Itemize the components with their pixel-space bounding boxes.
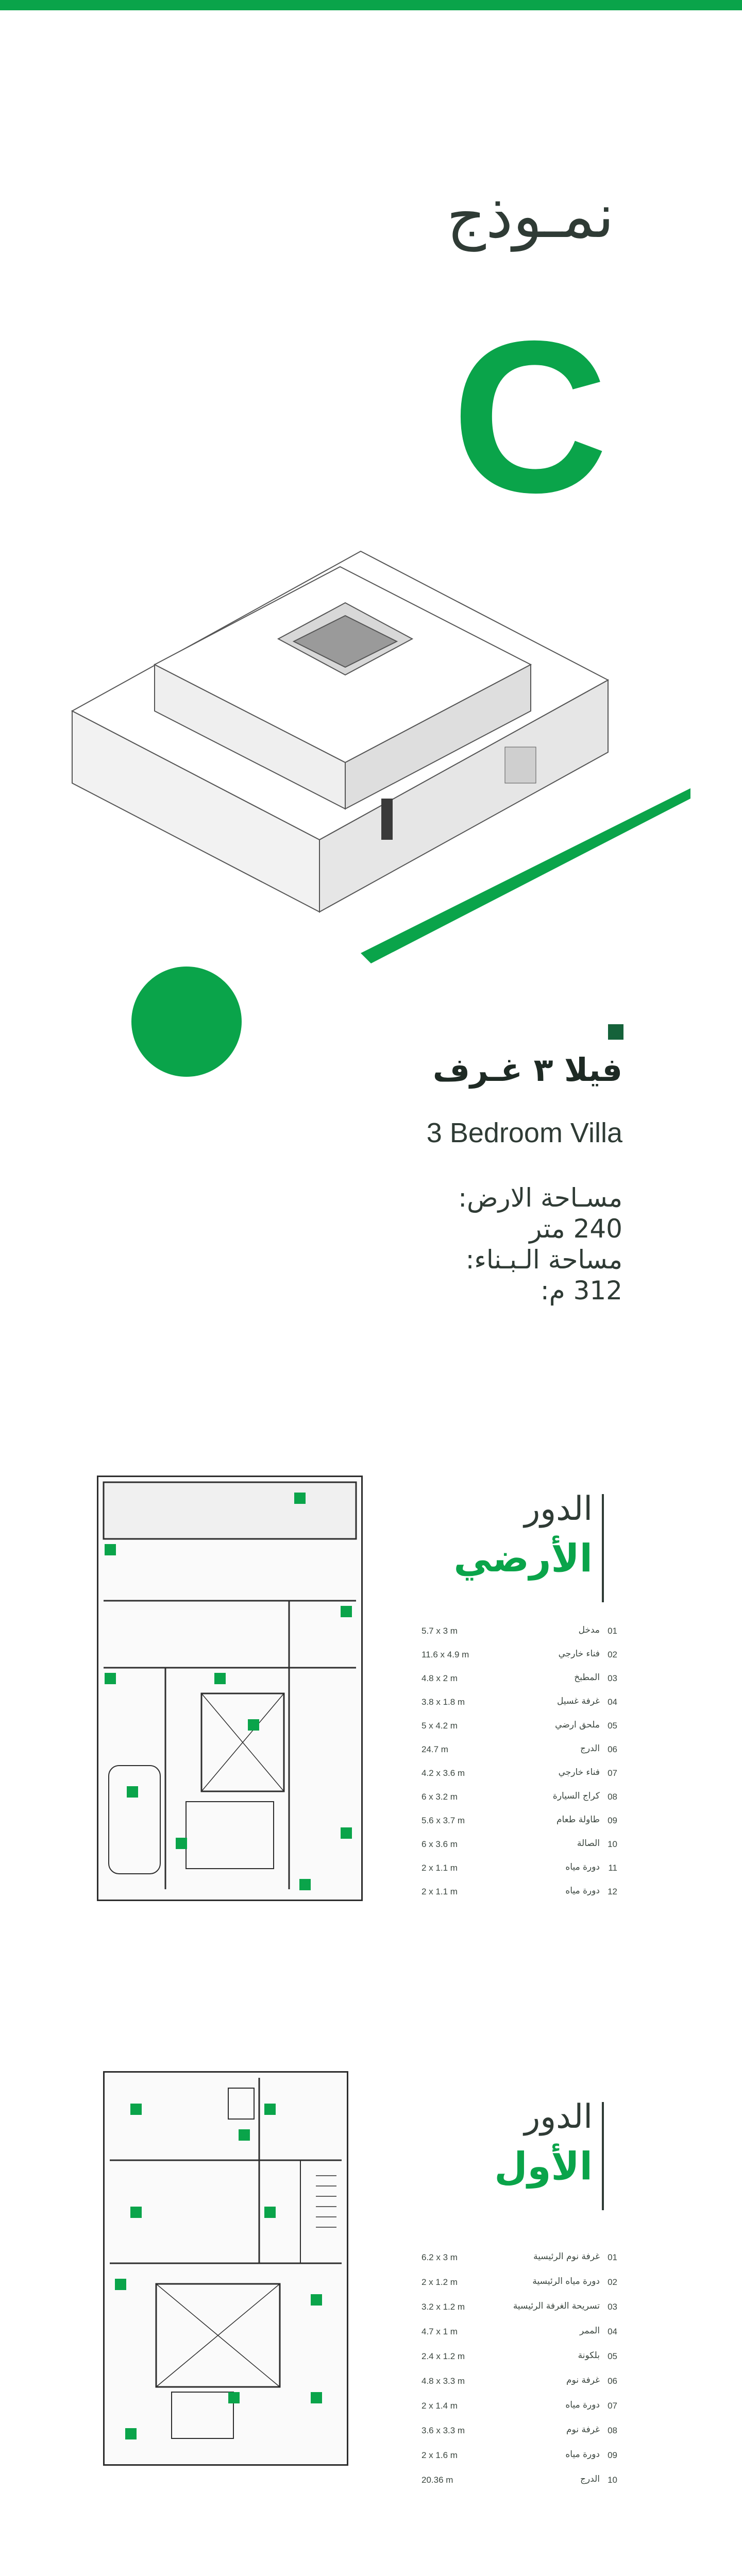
room-row bbox=[421, 2398, 617, 2416]
room-dimension: 4.8 x 3.3 m bbox=[421, 2376, 465, 2386]
first-floor-title-small: الدور bbox=[524, 2098, 593, 2136]
room-number: 05 bbox=[608, 1721, 617, 1731]
room-name: غرفة غسيل bbox=[557, 1696, 600, 1706]
room-number: 05 bbox=[608, 2351, 617, 2361]
ground-floor-plan bbox=[97, 1476, 363, 1901]
room-number: 12 bbox=[608, 1887, 617, 1896]
ground-floor-divider bbox=[602, 1494, 604, 1602]
room-number: 01 bbox=[608, 2252, 617, 2262]
room-row bbox=[421, 1694, 617, 1713]
ground-floor-title: الأرضي bbox=[453, 1536, 593, 1581]
room-row bbox=[421, 2324, 617, 2342]
room-name: طاولة طعام bbox=[556, 1815, 600, 1825]
room-number: 10 bbox=[608, 1839, 617, 1849]
room-dimension: 2 x 1.1 m bbox=[421, 1863, 458, 1873]
room-number: 07 bbox=[608, 1768, 617, 1778]
room-name: دورة مياه bbox=[565, 2449, 600, 2460]
room-dimension: 2 x 1.4 m bbox=[421, 2401, 458, 2411]
room-name: الدرج bbox=[580, 1743, 600, 1754]
land-area-value: 240 متر bbox=[529, 1214, 622, 1244]
room-number: 08 bbox=[608, 2426, 617, 2435]
villa-title-english: 3 Bedroom Villa bbox=[426, 1117, 622, 1148]
room-dimension: 11.6 x 4.9 m bbox=[421, 1650, 469, 1659]
room-row bbox=[421, 1836, 617, 1855]
top-accent-bar bbox=[0, 0, 742, 10]
room-dimension: 20.36 m bbox=[421, 2475, 453, 2485]
room-name: دورة مياه bbox=[565, 1862, 600, 1872]
model-heading: نمـوذج bbox=[446, 180, 614, 251]
room-dimension: 2 x 1.6 m bbox=[421, 2450, 458, 2460]
villa-isometric-drawing bbox=[52, 510, 690, 963]
room-number: 08 bbox=[608, 1792, 617, 1802]
room-name: فناء خارجي bbox=[558, 1649, 600, 1659]
room-name: الصالة bbox=[577, 1838, 600, 1849]
room-dimension: 4.2 x 3.6 m bbox=[421, 1768, 465, 1778]
model-letter: C bbox=[451, 296, 608, 538]
first-floor-plan bbox=[103, 2071, 348, 2466]
room-row bbox=[421, 2422, 617, 2441]
room-row bbox=[421, 2373, 617, 2392]
room-name: المطبخ bbox=[574, 1672, 600, 1683]
room-number: 10 bbox=[608, 2475, 617, 2485]
room-dimension: 5.7 x 3 m bbox=[421, 1626, 458, 1636]
room-dimension: 6 x 3.2 m bbox=[421, 1792, 458, 1802]
room-dimension: 3.8 x 1.8 m bbox=[421, 1697, 465, 1707]
room-row bbox=[421, 1765, 617, 1784]
room-row bbox=[421, 2299, 617, 2317]
room-row bbox=[421, 1647, 617, 1665]
room-name: الممر bbox=[580, 2326, 600, 2336]
room-name: الدرج bbox=[580, 2474, 600, 2484]
room-dimension: 6.2 x 3 m bbox=[421, 2252, 458, 2262]
room-name: ملحق ارضي bbox=[555, 1720, 600, 1730]
room-row bbox=[421, 1812, 617, 1831]
room-name: دورة مياه bbox=[565, 1886, 600, 1896]
first-floor-divider bbox=[602, 2102, 604, 2210]
square-accent bbox=[608, 1024, 623, 1040]
room-number: 09 bbox=[608, 1816, 617, 1825]
room-row bbox=[421, 1884, 617, 1902]
room-row bbox=[421, 1718, 617, 1736]
room-dimension: 4.7 x 1 m bbox=[421, 2327, 458, 2336]
land-area-label: مسـاحة الارض: bbox=[458, 1183, 622, 1213]
room-number: 04 bbox=[608, 2327, 617, 2336]
build-area-label: مساحة الـبـناء: bbox=[465, 1245, 622, 1275]
room-number: 02 bbox=[608, 1650, 617, 1659]
room-name: دورة مياه الرئيسية bbox=[532, 2276, 600, 2286]
room-number: 04 bbox=[608, 1697, 617, 1707]
first-floor-title: الأول bbox=[494, 2144, 593, 2189]
room-number: 07 bbox=[608, 2401, 617, 2411]
room-name: دورة مياه bbox=[565, 2400, 600, 2410]
room-name: بلكونة bbox=[578, 2350, 600, 2361]
build-area-value: 312 م: bbox=[540, 1276, 622, 1306]
room-dimension: 24.7 m bbox=[421, 1744, 448, 1754]
room-name: تسريحة الغرفة الرئيسية bbox=[513, 2301, 600, 2311]
room-dimension: 5.6 x 3.7 m bbox=[421, 1816, 465, 1825]
room-dimension: 2.4 x 1.2 m bbox=[421, 2351, 465, 2361]
room-row bbox=[421, 2274, 617, 2293]
room-name: غرفة نوم bbox=[566, 2375, 600, 2385]
room-name: غرفة نوم الرئيسية bbox=[533, 2251, 600, 2262]
room-name: كراج السيارة bbox=[552, 1791, 600, 1801]
room-row bbox=[421, 1670, 617, 1689]
room-row bbox=[421, 2348, 617, 2367]
room-dimension: 2 x 1.1 m bbox=[421, 1887, 458, 1896]
room-row bbox=[421, 1860, 617, 1878]
room-row bbox=[421, 1789, 617, 1807]
room-row bbox=[421, 2447, 617, 2466]
room-dimension: 2 x 1.2 m bbox=[421, 2277, 458, 2287]
room-name: فناء خارجي bbox=[558, 1767, 600, 1777]
villa-title-arabic: فيلا ٣ غـرف bbox=[432, 1051, 622, 1089]
ground-floor-title-small: الدور bbox=[524, 1490, 593, 1528]
room-number: 06 bbox=[608, 2376, 617, 2386]
room-row bbox=[421, 1741, 617, 1760]
green-circle-accent bbox=[131, 967, 242, 1077]
room-number: 02 bbox=[608, 2277, 617, 2287]
room-row bbox=[421, 2249, 617, 2268]
room-name: غرفة نوم bbox=[566, 2425, 600, 2435]
room-number: 06 bbox=[608, 1744, 617, 1754]
room-row bbox=[421, 2472, 617, 2490]
room-number: 03 bbox=[608, 1673, 617, 1683]
room-number: 01 bbox=[608, 1626, 617, 1636]
room-row bbox=[421, 1623, 617, 1641]
room-dimension: 4.8 x 2 m bbox=[421, 1673, 458, 1683]
room-number: 09 bbox=[608, 2450, 617, 2460]
room-number: 03 bbox=[608, 2302, 617, 2312]
room-number: 11 bbox=[608, 1863, 617, 1873]
room-dimension: 6 x 3.6 m bbox=[421, 1839, 458, 1849]
room-dimension: 3.6 x 3.3 m bbox=[421, 2426, 465, 2435]
room-dimension: 5 x 4.2 m bbox=[421, 1721, 458, 1731]
room-dimension: 3.2 x 1.2 m bbox=[421, 2302, 465, 2312]
room-name: مدخل bbox=[578, 1625, 600, 1635]
